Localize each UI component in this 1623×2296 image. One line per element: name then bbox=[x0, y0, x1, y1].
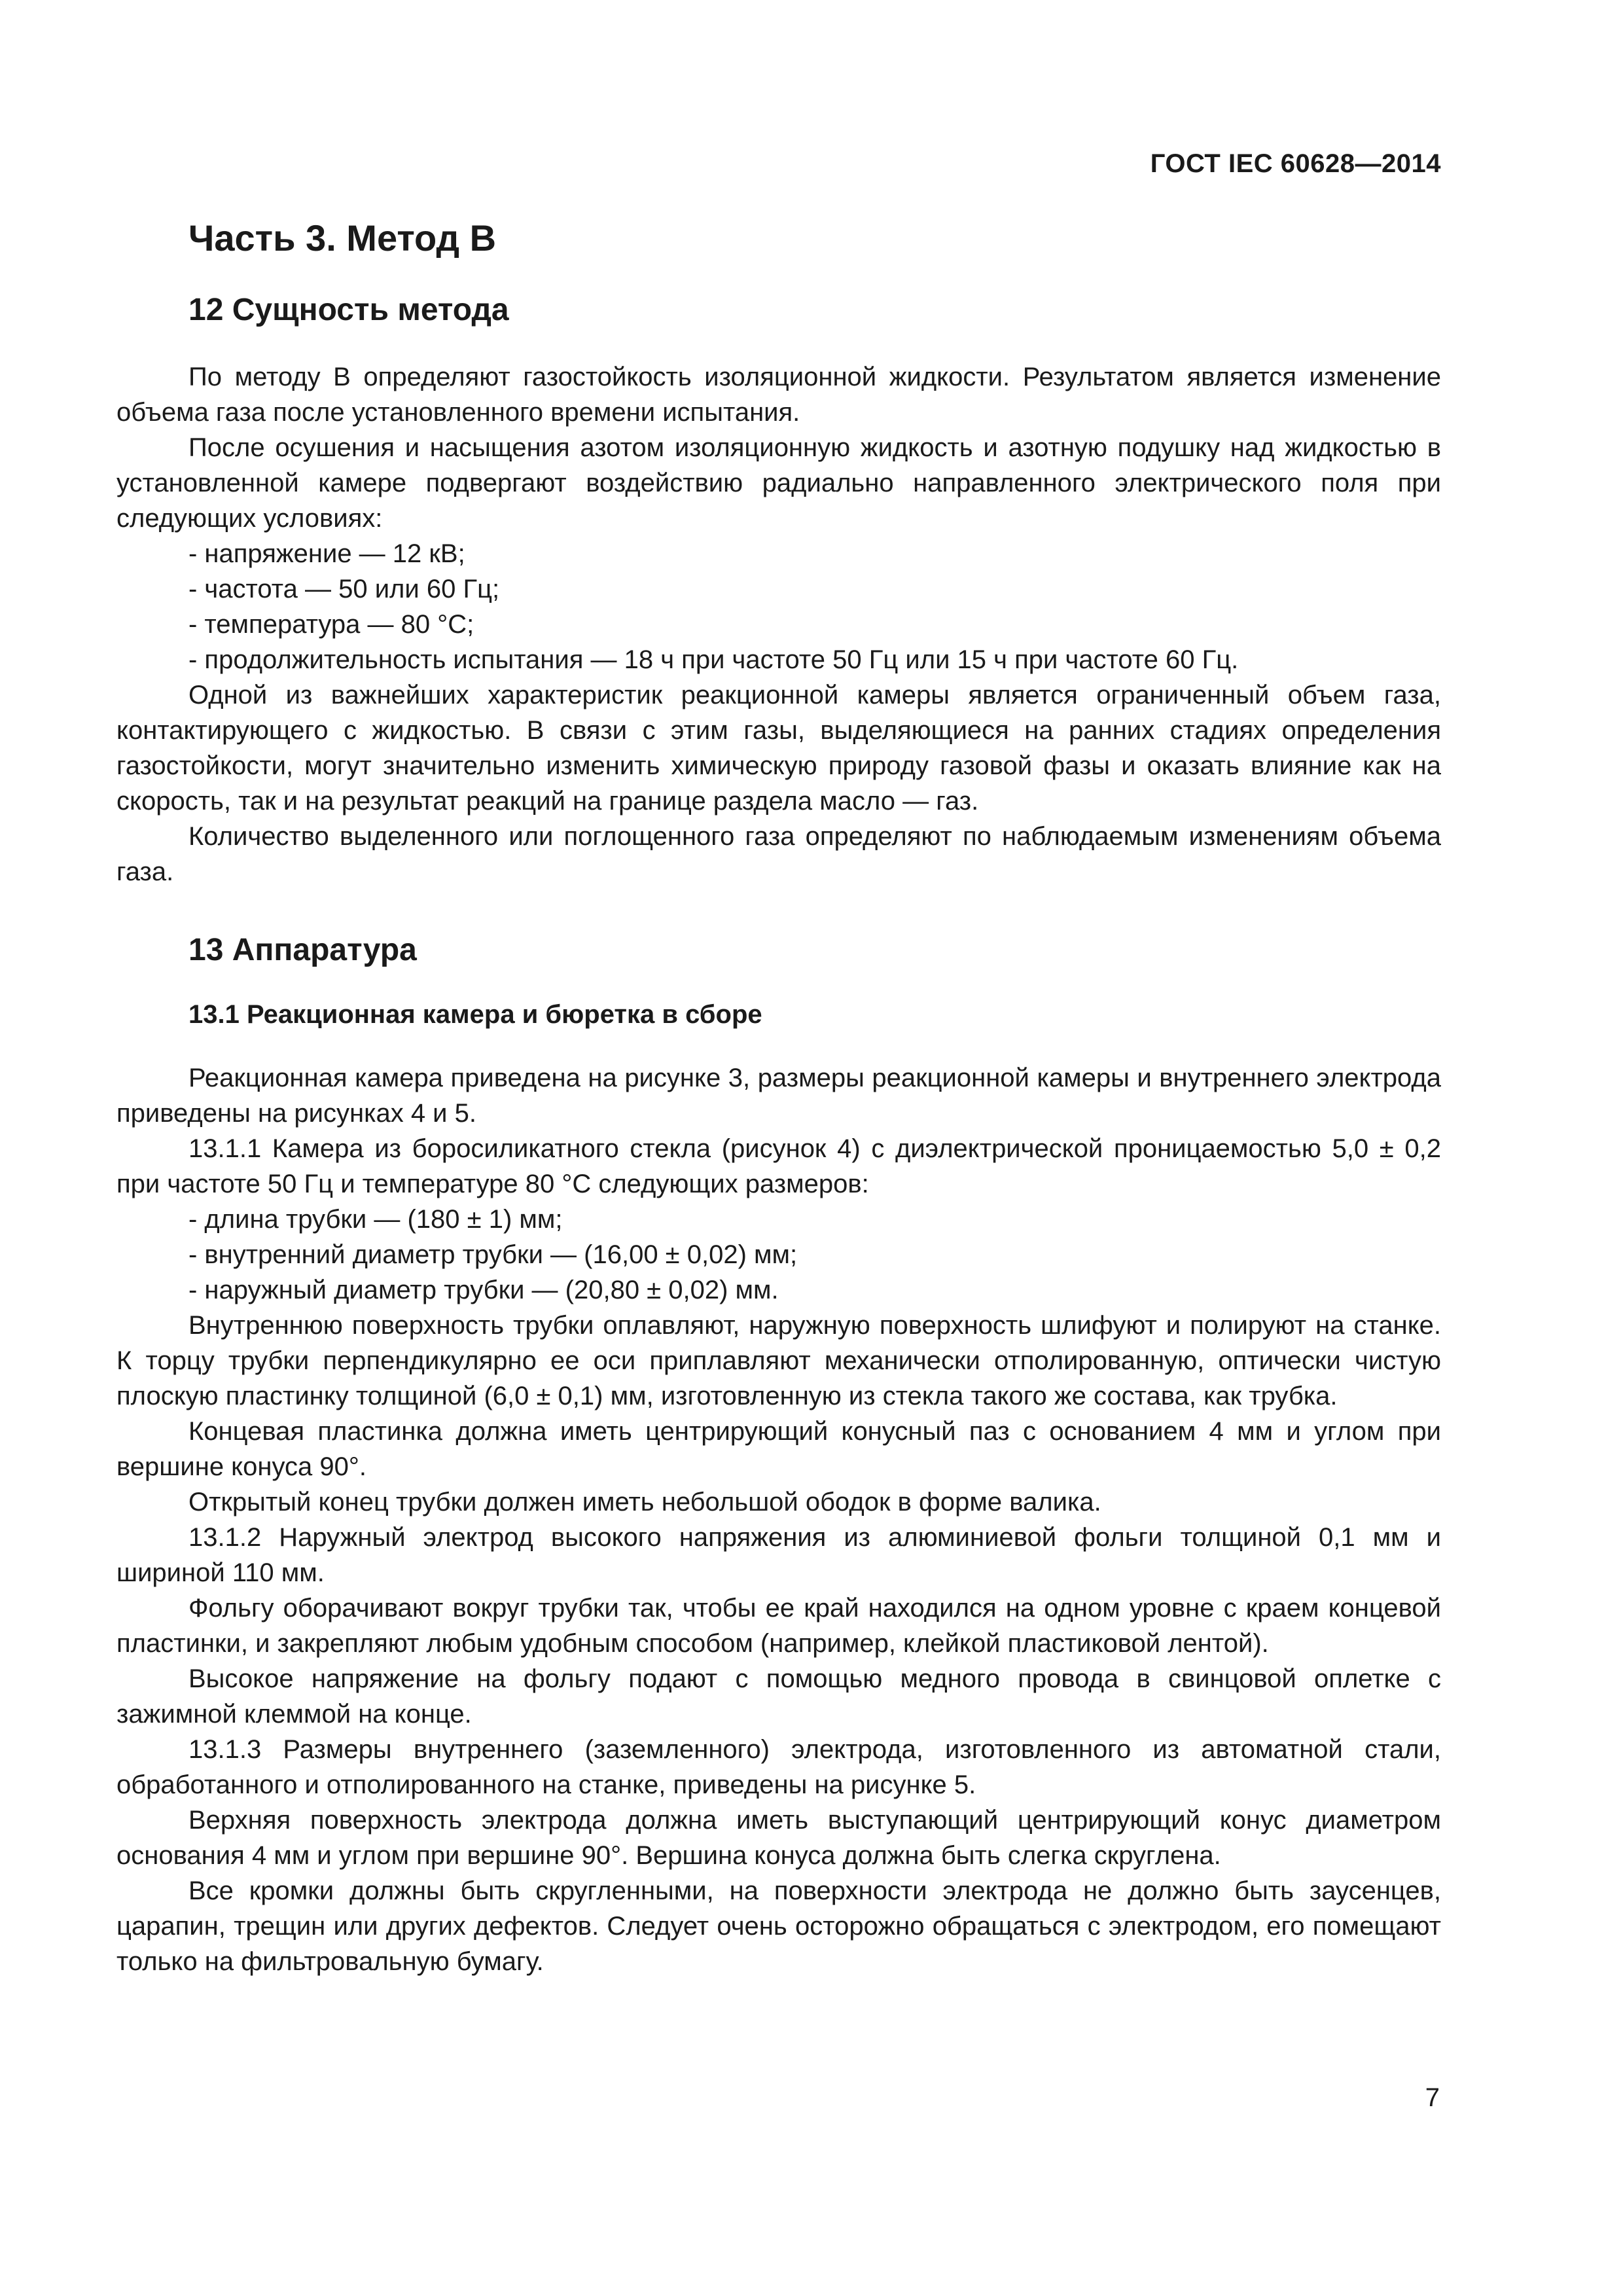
section-12-body bbox=[116, 359, 1441, 889]
paragraph: Одной из важнейших характеристик реакционной камеры является ограниченный объем газа, контактирующего с жидкостью. В связи с этим газы, выделяющиеся на ранних стадиях определения газостойкости, могут значительно изменить химическую природу газовой фазы и оказать влияние как на скорость, так и на результат реакций на границе раздела масло — газ. bbox=[116, 680, 1441, 816]
paragraph: Количество выделенного или поглощенного газа определяют по наблюдаемым изменениям объема газа. bbox=[116, 821, 1441, 886]
paragraph: Фольгу оборачивают вокруг трубки так, чтобы ее край находился на одном уровне с краем концевой пластинки, и закрепляют любым удобным способом (например, клейкой пластиковой лентой). bbox=[116, 1594, 1441, 1659]
part-title: Часть 3. Метод В bbox=[188, 217, 497, 259]
paragraph: Концевая пластинка должна иметь центрирующий конусный паз с основанием 4 мм и углом при вершине конуса 90°. bbox=[116, 1417, 1441, 1482]
paragraph: Открытый конец трубки должен иметь небольшой ободок в форме валика. bbox=[188, 1488, 1101, 1517]
page-number: 7 bbox=[1425, 2083, 1440, 2112]
section-13-title: 13 Аппаратура bbox=[188, 932, 417, 967]
paragraph: 13.1.1 Камера из боросиликатного стекла (рисунок 4) с диэлектрической проницаемостью 5,0 ± 0,2 при частоте 50 Гц и температуре 80 °С следующих размеров: bbox=[116, 1134, 1441, 1199]
paragraph: Верхняя поверхность электрода должна иметь выступающий центрирующий конус диаметром основания 4 мм и углом при вершине 90°. Вершина конуса должна быть слегка скруглена. bbox=[116, 1806, 1441, 1871]
document-header-code: ГОСТ IEC 60628—2014 bbox=[1150, 149, 1441, 178]
list-item: - напряжение — 12 кВ; bbox=[188, 539, 465, 568]
paragraph: После осушения и насыщения азотом изоляционную жидкость и азотную подушку над жидкостью в установленной камере подвергают воздействию радиально направленного электрического поля при следующих условиях: bbox=[116, 433, 1441, 533]
list-item: - продолжительность испытания — 18 ч при частоте 50 Гц или 15 ч при частоте 60 Гц. bbox=[188, 645, 1239, 674]
list-item: - частота — 50 или 60 Гц; bbox=[188, 574, 500, 603]
paragraph: Реакционная камера приведена на рисунке 3, размеры реакционной камеры и внутреннего электрода приведены на рисунках 4 и 5. bbox=[116, 1064, 1441, 1128]
paragraph: Все кромки должны быть скругленными, на поверхности электрода не должно быть заусенцев, царапин, трещин или других дефектов. Следует очень осторожно обращаться с электродом, его помещают только на фильтровальную бумагу. bbox=[116, 1876, 1441, 1977]
section-12-title: 12 Сущность метода bbox=[188, 293, 509, 328]
list-item: - внутренний диаметр трубки — (16,00 ± 0,02) мм; bbox=[188, 1240, 798, 1270]
paragraph: 13.1.3 Размеры внутреннего (заземленного) электрода, изготовленного из автоматной стали, обработанного и отполированного на станке, приведены на рисунке 5. bbox=[116, 1735, 1441, 1800]
paragraph: Высокое напряжение на фольгу подают с помощью медного провода в свинцовой оплетке с зажимной клеммой на конце. bbox=[116, 1664, 1441, 1729]
list-item: - температура — 80 °С; bbox=[188, 609, 474, 639]
subsection-13-1-title: 13.1 Реакционная камера и бюретка в сборе bbox=[188, 1000, 762, 1030]
paragraph: По методу В определяют газостойкость изоляционной жидкости. Результатом является изменение объема газа после установленного времени испытания. bbox=[116, 362, 1441, 427]
paragraph: 13.1.2 Наружный электрод высокого напряжения из алюминиевой фольги толщиной 0,1 мм и шириной 110 мм. bbox=[116, 1523, 1441, 1588]
paragraph: Внутреннюю поверхность трубки оплавляют, наружную поверхность шлифуют и полируют на станке. К торцу трубки перпендикулярно ее оси приплавляют механически отполированную, оптически чистую плоскую пластинку толщиной (6,0 ± 0,1) мм, изготовленную из стекла такого же состава, как трубка. bbox=[116, 1311, 1441, 1411]
list-item: - длина трубки — (180 ± 1) мм; bbox=[188, 1205, 563, 1234]
subsection-13-1-body bbox=[116, 1060, 1441, 1979]
page-content bbox=[116, 216, 1441, 1979]
list-item: - наружный диаметр трубки — (20,80 ± 0,02) мм. bbox=[188, 1276, 779, 1305]
